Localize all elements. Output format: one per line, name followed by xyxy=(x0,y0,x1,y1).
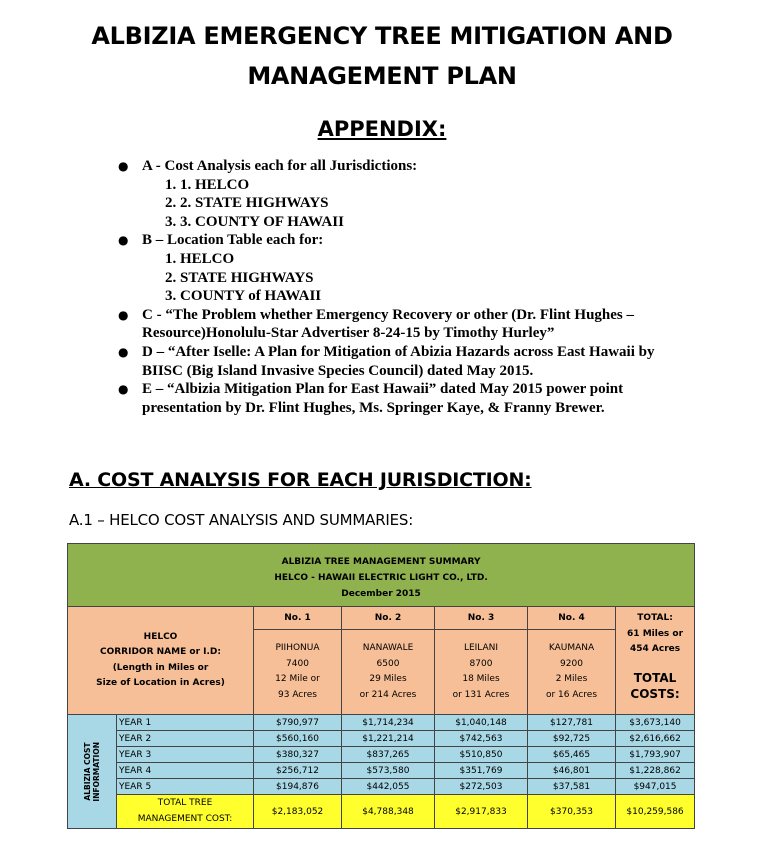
cost-cell: $837,265 xyxy=(342,747,435,763)
appendix-item-e: ● E – “Albizia Mitigation Plan for East Hawaii” dated May 2015 power point presentation by Dr. Flint Hughes, Ms. Springer Kaye, & Franny Brewer. xyxy=(118,381,624,416)
year-label: YEAR 3 xyxy=(117,747,254,763)
column-header-no3: No. 3 xyxy=(435,607,528,630)
appendix-subitem: 1. HELCO xyxy=(165,250,235,267)
appendix-list xyxy=(118,157,718,417)
cost-cell: $37,581 xyxy=(528,779,616,795)
appendix-subitem: 2. STATE HIGHWAYS xyxy=(165,269,314,286)
table-row xyxy=(68,715,695,731)
cost-cell: $256,712 xyxy=(254,763,342,779)
cost-cell: $380,327 xyxy=(254,747,342,763)
subsection-heading: A.1 – HELCO COST ANALYSIS AND SUMMARIES: xyxy=(69,511,414,529)
table-row xyxy=(68,763,695,779)
bullet-icon: ● xyxy=(118,307,129,322)
table-row xyxy=(68,747,695,763)
bullet-icon: ● xyxy=(118,382,129,397)
corridor-cell: KAUMANA 9200 2 Miles or 16 Acres xyxy=(528,630,616,715)
cost-cell: $1,714,234 xyxy=(342,715,435,731)
cost-cell: $790,977 xyxy=(254,715,342,731)
table-row xyxy=(68,779,695,795)
year-label: YEAR 1 xyxy=(117,715,254,731)
table-row xyxy=(68,731,695,747)
cost-cell: $1,040,148 xyxy=(435,715,528,731)
appendix-item-c: ● C - “The Problem whether Emergency Recovery or other (Dr. Flint Hughes – Resource)Honolulu-Star Advertiser 8-24-15 by Timothy Hurley” xyxy=(118,306,635,342)
bullet-icon: ● xyxy=(118,159,129,173)
cost-cell: $742,563 xyxy=(435,731,528,747)
section-heading: A. COST ANALYSIS FOR EACH JURISDICTION: xyxy=(69,469,532,491)
bullet-icon: ● xyxy=(118,344,129,359)
cost-cell: $351,769 xyxy=(435,763,528,779)
appendix-subitem: 2. 2. STATE HIGHWAYS xyxy=(165,195,329,212)
cost-cell: $442,055 xyxy=(342,779,435,795)
column-header-no2: No. 2 xyxy=(342,607,435,630)
cost-summary-table xyxy=(67,543,695,829)
year-label: YEAR 5 xyxy=(117,779,254,795)
cost-cell: $1,221,214 xyxy=(342,731,435,747)
corridor-label: HELCO CORRIDOR NAME or I.D: (Length in Miles or Size of Location in Acres) xyxy=(68,607,254,715)
appendix-heading: APPENDIX: xyxy=(317,117,447,141)
document-title-line1: ALBIZIA EMERGENCY TREE MITIGATION AND xyxy=(91,22,673,50)
cost-cell: $92,725 xyxy=(528,731,616,747)
cost-cell: $560,160 xyxy=(254,731,342,747)
document-title-line2: MANAGEMENT PLAN xyxy=(247,62,517,90)
corridor-cell: PIIHONUA 7400 12 Mile or 93 Acres xyxy=(254,630,342,715)
cost-cell: $2,616,662 xyxy=(616,731,695,747)
cost-cell: $65,465 xyxy=(528,747,616,763)
table-caption: ALBIZIA TREE MANAGEMENT SUMMARY HELCO - HAWAII ELECTRIC LIGHT CO., LTD. December 2015 xyxy=(68,544,695,607)
cost-cell: $573,580 xyxy=(342,763,435,779)
column-header-no4: No. 4 xyxy=(528,607,616,630)
cost-cell: $272,503 xyxy=(435,779,528,795)
appendix-item-b: ● B – Location Table each for: xyxy=(118,232,324,249)
cost-cell: $46,801 xyxy=(528,763,616,779)
total-row xyxy=(68,795,695,829)
total-cell: $4,788,348 xyxy=(342,795,435,829)
total-cell: $10,259,586 xyxy=(616,795,695,829)
column-header-no1: No. 1 xyxy=(254,607,342,630)
cost-cell: $127,781 xyxy=(528,715,616,731)
side-label: ALBIZIA COST INFORMATION xyxy=(68,715,117,829)
appendix-subitem: 1. 1. HELCO xyxy=(165,176,250,193)
year-label: YEAR 4 xyxy=(117,763,254,779)
appendix-item-d: ● D – “After Iselle: A Plan for Mitigation of Abizia Hazards across East Hawaii by BIISC (Big Island Invasive Species Council) dated May 2015. xyxy=(118,343,655,379)
total-cell: $2,917,833 xyxy=(435,795,528,829)
cost-cell: $1,228,862 xyxy=(616,763,695,779)
cost-cell: $1,793,907 xyxy=(616,747,695,763)
appendix-subitem: 3. COUNTY of HAWAII xyxy=(165,288,322,305)
cost-cell: $947,015 xyxy=(616,779,695,795)
total-header: TOTAL: 61 Miles or 454 Acres TOTAL COSTS: xyxy=(616,607,695,715)
total-cell: $370,353 xyxy=(528,795,616,829)
corridor-cell: NANAWALE 6500 29 Miles or 214 Acres xyxy=(342,630,435,715)
total-cell: $2,183,052 xyxy=(254,795,342,829)
appendix-item-a: ● A - Cost Analysis each for all Jurisdictions: xyxy=(118,158,418,174)
cost-cell: $510,850 xyxy=(435,747,528,763)
total-costs-label: TOTAL xyxy=(633,670,677,685)
total-row-label: TOTAL TREE MANAGEMENT COST: xyxy=(117,795,254,829)
appendix-subitem: 3. 3. COUNTY OF HAWAII xyxy=(165,213,344,230)
year-label: YEAR 2 xyxy=(117,731,254,747)
cost-cell: $3,673,140 xyxy=(616,715,695,731)
bullet-icon: ● xyxy=(118,233,129,248)
corridor-cell: LEILANI 8700 18 Miles or 131 Acres xyxy=(435,630,528,715)
cost-cell: $194,876 xyxy=(254,779,342,795)
